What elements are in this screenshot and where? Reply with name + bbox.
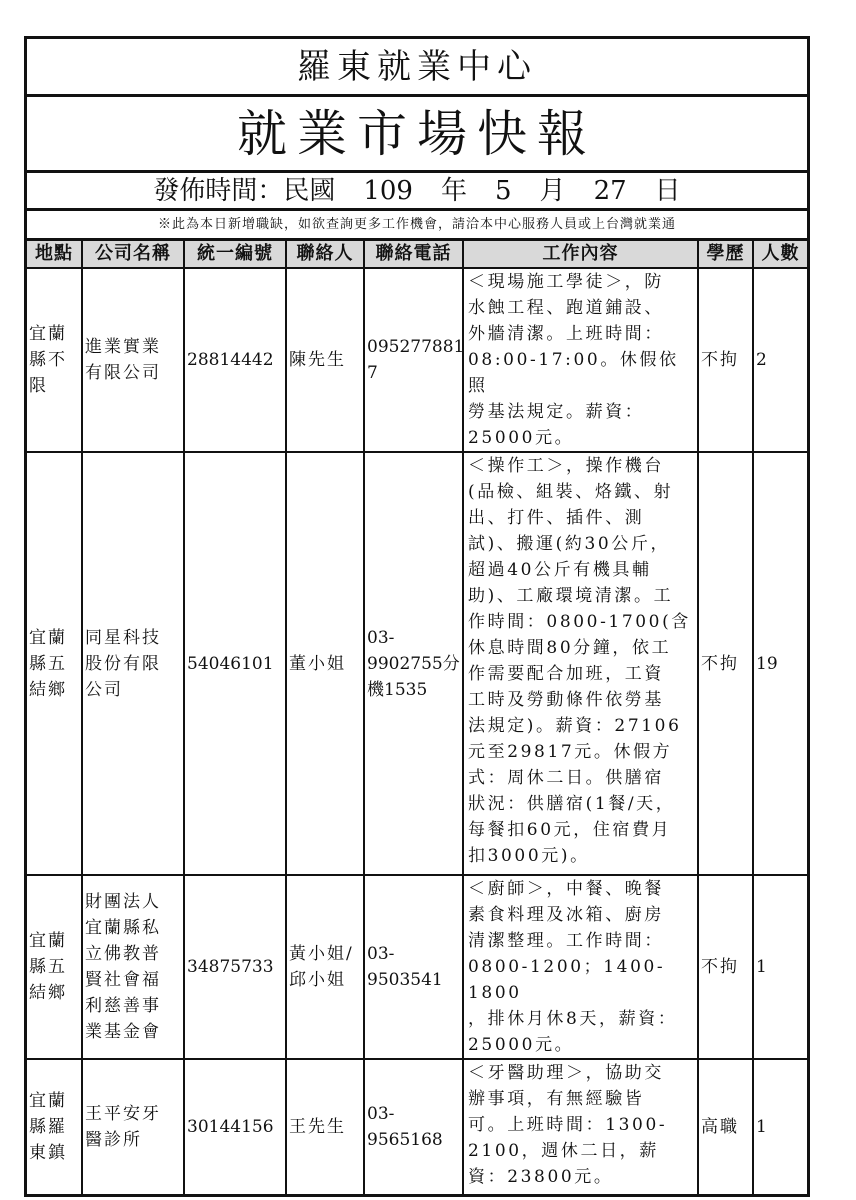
location: 宜蘭 縣五 結鄉 xyxy=(27,452,82,875)
col-company: 公司名稱 xyxy=(82,241,184,268)
table-row xyxy=(27,1059,807,1194)
table-row xyxy=(27,452,807,875)
tax-id: 28814442 xyxy=(184,268,286,452)
headcount: 2 xyxy=(753,268,807,452)
date-day-unit: 日 xyxy=(654,176,681,206)
col-count: 人數 xyxy=(753,241,807,268)
job-description: ＜現場施工學徒＞，防 水蝕工程、跑道鋪設、 外牆清潔。上班時間： 08:00-17:00。休假依照 勞基法規定。薪資： 25000元。 xyxy=(463,268,698,452)
education: 不拘 xyxy=(698,875,753,1059)
date-day: 27 xyxy=(593,176,627,206)
headcount: 19 xyxy=(753,452,807,875)
center-name: 羅東就業中心 xyxy=(27,39,807,97)
phone: 03- 9503541 xyxy=(364,875,463,1059)
col-job: 工作內容 xyxy=(463,241,698,268)
col-contact: 聯絡人 xyxy=(286,241,364,268)
phone: 03- 9565168 xyxy=(364,1059,463,1194)
tax-id: 34875733 xyxy=(184,875,286,1059)
education: 不拘 xyxy=(698,268,753,452)
job-bulletin xyxy=(24,36,810,1197)
bulletin-title: 就業市場快報 xyxy=(27,97,807,173)
notice: ※此為本日新增職缺，如欲查詢更多工作機會，請洽本中心服務人員或上台灣就業通 xyxy=(27,211,807,241)
col-phone: 聯絡電話 xyxy=(364,241,463,268)
date-month: 5 xyxy=(495,176,512,206)
education: 不拘 xyxy=(698,452,753,875)
table-row xyxy=(27,875,807,1059)
contact: 董小姐 xyxy=(286,452,364,875)
tax-id: 54046101 xyxy=(184,452,286,875)
job-description: ＜操作工＞，操作機台 (品檢、組裝、烙鐵、射 出、打件、插件、測 試)、搬運(約30公斤， 超過40公斤有機具輔 助)、工廠環境清潔。工 作時間：0800-1700(含 休息時間80分鐘，依工 作需要配合加班，工資 工時及勞動條件依勞基 法規定)。薪資：27106 元至29817元。休假方 式：周休二日。供膳宿 狀況：供膳宿(1餐/天， 每餐扣60元，住宿費月 扣3000元)。 xyxy=(463,452,698,875)
location: 宜蘭 縣不 限 xyxy=(27,268,82,452)
education: 高職 xyxy=(698,1059,753,1194)
job-table xyxy=(27,241,807,1194)
company: 進業實業 有限公司 xyxy=(82,268,184,452)
date-year: 109 xyxy=(363,176,413,206)
table-header xyxy=(27,241,807,268)
phone: 03- 9902755分 機1535 xyxy=(364,452,463,875)
date-year-unit: 年 xyxy=(440,176,467,206)
job-description: ＜廚師＞，中餐、晚餐 素食料理及冰箱、廚房 清潔整理。工作時間： 0800-1200；1400-1800 ，排休月休8天，薪資： 25000元。 xyxy=(463,875,698,1059)
location: 宜蘭 縣羅 東鎮 xyxy=(27,1059,82,1194)
headcount: 1 xyxy=(753,1059,807,1194)
contact: 王先生 xyxy=(286,1059,364,1194)
date-month-unit: 月 xyxy=(539,176,566,206)
headcount: 1 xyxy=(753,875,807,1059)
col-tax-id: 統一編號 xyxy=(184,241,286,268)
date-label: 發佈時間：民國 xyxy=(153,176,336,206)
phone: 095277881 7 xyxy=(364,268,463,452)
contact: 陳先生 xyxy=(286,268,364,452)
tax-id: 30144156 xyxy=(184,1059,286,1194)
job-description: ＜牙醫助理＞，協助交 辦事項，有無經驗皆 可。上班時間：1300- 2100，週休二日，薪 資：23800元。 xyxy=(463,1059,698,1194)
col-location: 地點 xyxy=(27,241,82,268)
publish-date xyxy=(27,173,807,211)
col-education: 學歷 xyxy=(698,241,753,268)
company: 王平安牙 醫診所 xyxy=(82,1059,184,1194)
contact: 黃小姐/ 邱小姐 xyxy=(286,875,364,1059)
company: 同星科技 股份有限 公司 xyxy=(82,452,184,875)
company: 財團法人 宜蘭縣私 立佛教普 賢社會福 利慈善事 業基金會 xyxy=(82,875,184,1059)
location: 宜蘭 縣五 結鄉 xyxy=(27,875,82,1059)
table-row xyxy=(27,268,807,452)
